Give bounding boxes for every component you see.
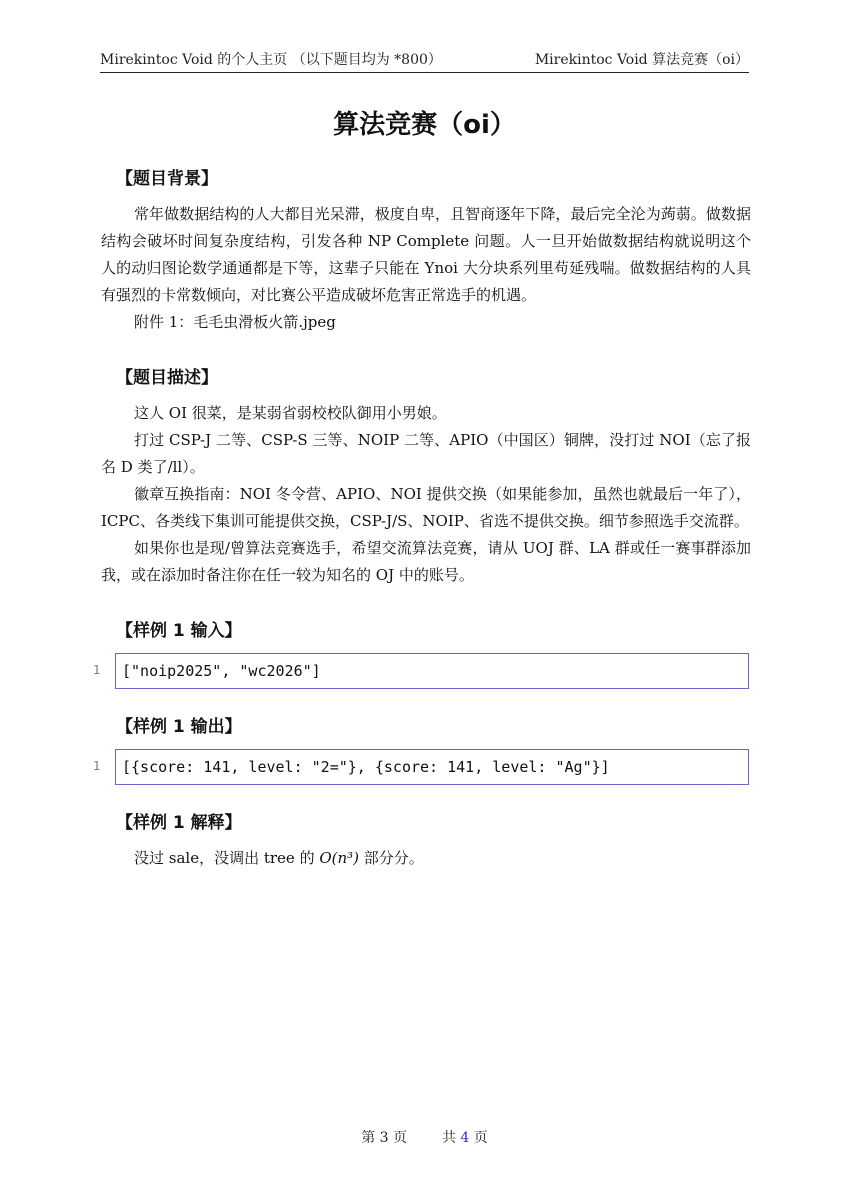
page-title: 算法竞赛（oi）	[333, 110, 516, 140]
sample-input-code: ["noip2025", "wc2026"]	[115, 653, 749, 689]
footer-total-suffix: 页	[473, 1130, 488, 1146]
sample-explanation-heading: 【样例 1 解释】	[116, 813, 242, 833]
line-number: 1	[93, 663, 101, 677]
header-divider	[100, 72, 749, 73]
description-heading: 【题目描述】	[116, 368, 218, 388]
sample-output-block	[93, 749, 751, 787]
description-paragraph-2: 打过 CSP-J 二等、CSP-S 三等、NOIP 二等、APIO（中国区）铜牌，没打过 NOI（忘了报名 D 类了/ll）。	[101, 431, 751, 476]
sample-input-heading: 【样例 1 输入】	[116, 621, 242, 641]
sample-output-heading: 【样例 1 输出】	[116, 717, 242, 737]
description-paragraph-3: 徽章互换指南：NOI 冬令营、APIO、NOI 提供交换（如果能参加，虽然也就最后一年了），ICPC、各类线下集训可能提供交换，CSP-J/S、NOIP、省选不提供交换。细节参照选手交流群。	[101, 485, 751, 530]
line-number: 1	[93, 759, 101, 773]
footer-total-number: 4	[460, 1130, 470, 1146]
explanation-prefix: 没过 sale，没调出 tree 的	[134, 849, 320, 867]
problem-body	[93, 165, 751, 872]
footer-total-prefix: 共	[441, 1130, 456, 1146]
description-paragraph-1: 这人 OI 很菜，是某弱省弱校校队御用小男娘。	[134, 404, 447, 422]
footer-page-prefix: 第	[361, 1130, 376, 1146]
sample-explanation-text	[101, 845, 751, 872]
background-heading: 【题目背景】	[116, 169, 218, 189]
description-paragraph-4: 如果你也是现/曾算法竞赛选手，希望交流算法竞赛，请从 UOJ 群、LA 群或任一赛事群添加我，或在添加时备注你在任一较为知名的 OJ 中的账号。	[101, 539, 751, 584]
background-paragraph: 常年做数据结构的人大都目光呆滞，极度自卑，且智商逐年下降，最后完全沦为蒟蒻。做数据结构会破坏时间复杂度结构，引发各种 NP Complete 问题。人一旦开始做数据结构就说明这个人的动归图论数学通通都是下等，这辈子只能在 Ynoi 大分块系列里苟延残喘。做数据结构的人具有强烈的卡常数倾向，对比赛公平造成破坏危害正常选手的机遇。	[101, 205, 751, 304]
explanation-suffix: 部分分。	[359, 849, 424, 867]
sample-input-block	[93, 653, 751, 691]
running-header-right: Mirekintoc Void 算法竞赛（oi）	[534, 52, 749, 68]
attachment-line: 附件 1：毛毛虫滑板火箭.jpeg	[134, 313, 336, 331]
footer-page-number: 3	[379, 1130, 389, 1146]
page-footer	[0, 1127, 849, 1147]
running-header-left: Mirekintoc Void 的个人主页 （以下题目均为 *800）	[100, 52, 442, 68]
complexity-formula: O(n³)	[319, 849, 360, 867]
sample-output-code: [{score: 141, level: "2="}, {score: 141, level: "Ag"}]	[115, 749, 749, 785]
footer-page-suffix: 页	[393, 1130, 408, 1146]
